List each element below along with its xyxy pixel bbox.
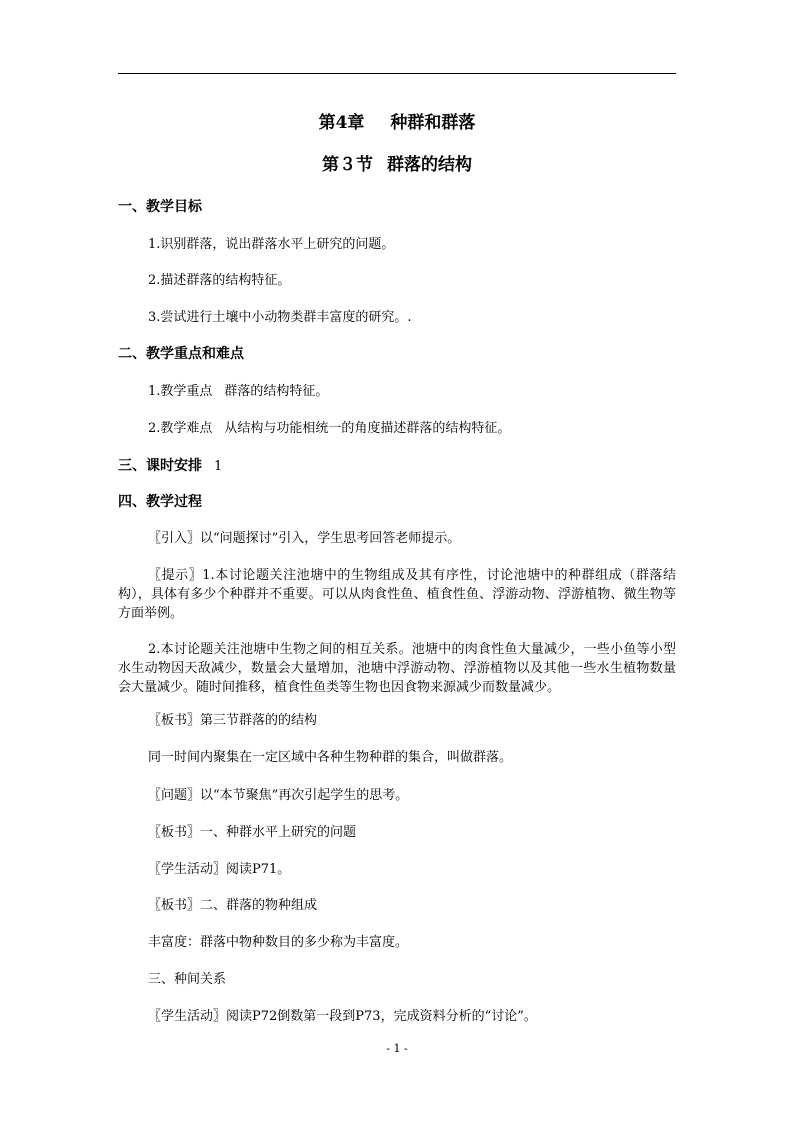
goals-heading: 一、教学目标 (118, 199, 202, 215)
keypoint-text: 从结构与功能相统一的角度描述群落的结构特征。 (224, 421, 511, 436)
chapter-title (0, 108, 794, 133)
schedule-heading (118, 457, 222, 476)
keypoint-text: 群落的结构特征。 (224, 384, 329, 399)
question-paragraph: 〖问题〗以“本节聚焦”再次引起学生的思考。 (148, 788, 409, 803)
activity-paragraph: 〖学生活动〗阅读P72倒数第一段到P73，完成资料分析的“讨论”。 (148, 1009, 537, 1024)
page-number: - 1 - (386, 1042, 408, 1055)
activity-paragraph: 〖学生活动〗阅读P71。 (148, 862, 291, 877)
chapter-number: 第4章 (318, 113, 365, 133)
section-title (0, 150, 794, 175)
goal-item: 3.尝试进行土壤中小动物类群丰富度的研究。. (148, 310, 412, 325)
board-note: 〖板书〗第三节群落的的结构 (148, 713, 318, 728)
section-name: 群落的结构 (387, 155, 472, 175)
chapter-name: 种群和群落 (390, 113, 476, 133)
keypoint-label: 2.教学难点 (148, 421, 213, 436)
schedule-value: 1 (214, 459, 223, 474)
interspecies-heading: 三、种间关系 (148, 972, 227, 987)
keypoints-heading: 二、教学重点和难点 (118, 346, 244, 362)
process-heading: 四、教学过程 (118, 494, 202, 510)
section-number: 第３节 (322, 155, 373, 175)
keypoint-item (148, 420, 510, 438)
board-note: 〖板书〗二、群落的物种组成 (148, 898, 318, 913)
keypoint-label: 1.教学重点 (148, 384, 213, 399)
richness-paragraph: 丰富度：群落中物种数目的多少称为丰富度。 (148, 935, 409, 950)
goal-item: 2.描述群落的结构特征。 (148, 273, 291, 288)
definition-paragraph: 同一时间内聚集在一定区域中各种生物种群的集合，叫做群落。 (148, 750, 513, 765)
schedule-label: 三、课时安排 (118, 458, 202, 474)
header-rule (118, 73, 676, 74)
hint2-paragraph: 2.本讨论题关注池塘中生物之间的相互关系。池塘中的肉食性鱼大量减少，一些小鱼等小型水生动物因天敌减少，数量会大量增加，池塘中浮游动物、浮游植物以及其他一些水生植物数量会大量减少。随时间推移，植食性鱼类等生物也因食物来源减少而数量减少。 (118, 642, 676, 695)
intro-paragraph: 〖引入〗以“问题探讨”引入，学生思考回答老师提示。 (148, 531, 461, 546)
board-note: 〖板书〗一、种群水平上研究的问题 (148, 825, 357, 840)
goal-item: 1.识别群落，说出群落水平上研究的问题。 (148, 237, 395, 252)
hint1-paragraph: 〖提示〗1.本讨论题关注池塘中的生物组成及其有序性，讨论池塘中的种群组成（群落结构），具体有多少个种群并不重要。可以从肉食性鱼、植食性鱼、浮游动物、浮游植物、微生物等方面举例。 (118, 568, 676, 621)
keypoint-item (148, 383, 328, 401)
